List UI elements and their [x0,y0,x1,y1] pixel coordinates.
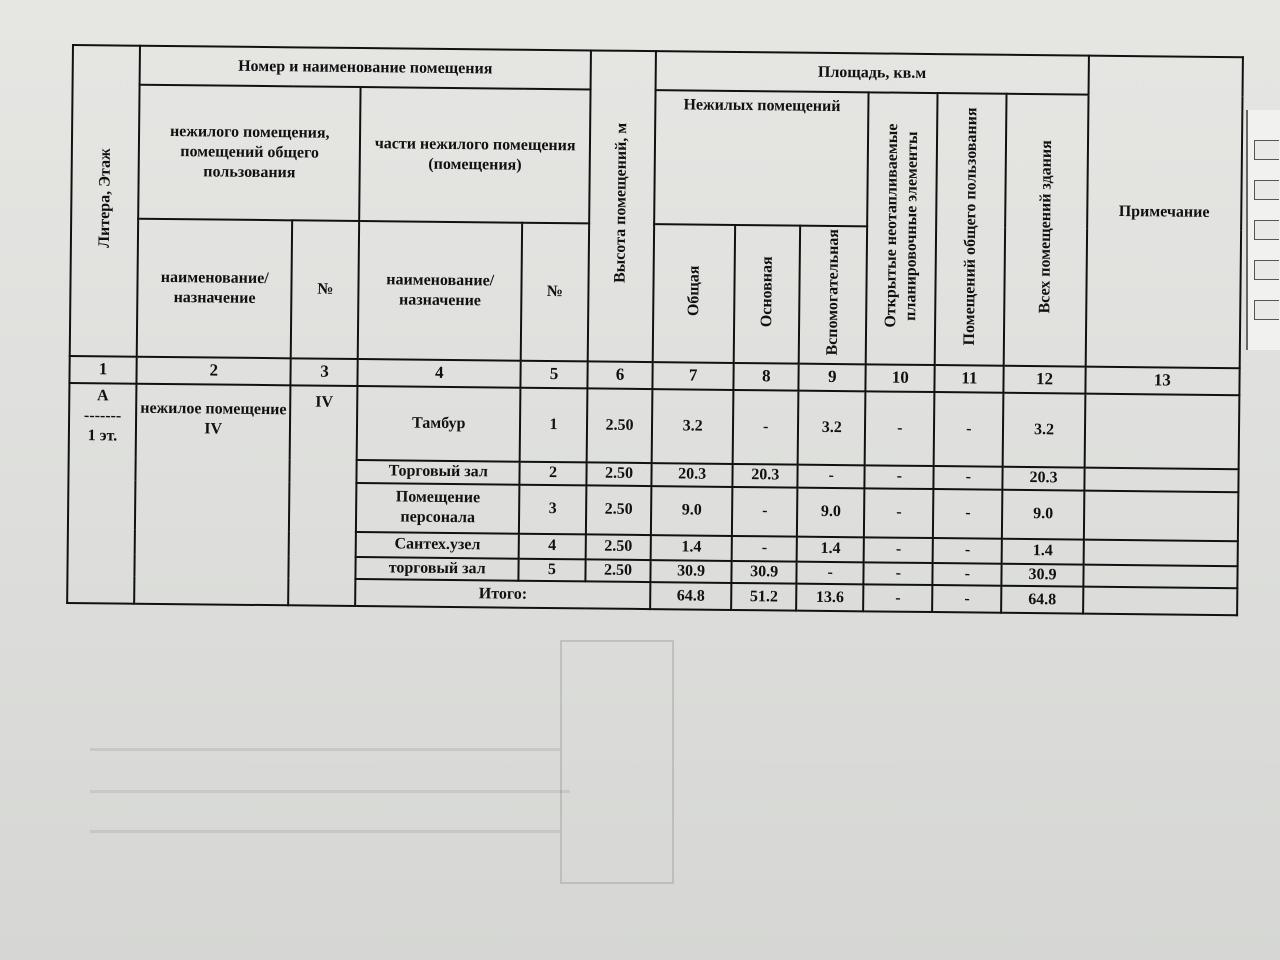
area-all: 9.0 [1002,489,1084,539]
area-common: - [934,466,1003,489]
bleed-through-line [90,790,570,793]
table-row [69,383,1240,469]
header-litera-floor: Литера, Этаж [70,45,140,357]
header-note: Примечание [1085,56,1243,369]
area-main: - [732,486,798,536]
header-total: Общая [653,224,736,363]
area-total: 30.9 [650,560,731,583]
column-number: 9 [799,364,866,391]
column-number: 8 [734,363,799,390]
note [1083,539,1238,565]
note [1083,564,1238,588]
room-name: Помещение персонала [356,483,519,534]
header-height: Высота помещений, м [588,50,656,362]
area-aux: 9.0 [797,487,865,537]
totals-area-total: 64.8 [650,582,732,610]
column-number: 5 [520,361,587,388]
header-area: Площадь, кв.м [656,51,1089,95]
area-total: 3.2 [652,389,734,464]
room-height: 2.50 [587,388,653,463]
area-common: - [933,563,1002,586]
room-name: Тамбур [357,386,520,462]
room-number: 5 [518,558,585,581]
area-all: 30.9 [1002,563,1083,586]
area-all: 3.2 [1003,393,1085,468]
totals-area-main: 51.2 [731,583,796,611]
header-num-a: № [291,220,359,359]
room-height: 2.50 [586,485,652,535]
room-name: торговый зал [356,557,519,581]
totals-label: Итого: [356,579,651,609]
area-common: - [934,392,1004,467]
header-open-elements: Открытые неотапливаемые планировочные элементы [866,92,938,365]
area-aux: - [798,465,865,488]
area-aux: 3.2 [798,390,866,465]
litera: А [96,387,109,405]
note [1084,468,1239,492]
area-main: 30.9 [732,560,797,583]
totals-area-all: 64.8 [1001,586,1083,614]
litera-floor-cell [67,383,136,604]
bleed-through-line [90,830,560,833]
column-number: 3 [291,358,358,385]
area-all: 1.4 [1002,539,1084,565]
area-open: - [865,465,934,488]
area-all: 20.3 [1003,467,1084,490]
room-number: 4 [519,534,586,559]
area-open: - [864,537,933,562]
header-nonresidential-premise: нежилого помещения, помещений общего пользования [138,85,361,221]
bleed-through-line [90,748,560,751]
header-premise-parts: части нежилого помещения (помещения) [360,87,591,223]
column-number: 12 [1004,366,1086,394]
column-number: 13 [1085,367,1240,395]
area-aux: 1.4 [797,536,864,561]
premises-explication-table [66,44,1244,616]
area-total: 20.3 [651,463,732,486]
header-name-purpose-a: наименование/ назначение [137,218,293,358]
area-open: - [865,391,935,466]
totals-area-common: - [932,585,1001,613]
area-common: - [933,538,1002,563]
room-height: 2.50 [585,559,650,582]
area-open: - [864,562,933,585]
header-premise-group: Номер и наименование помещения [140,46,591,90]
totals-area-open: - [863,584,932,612]
column-number: 10 [866,364,935,391]
floor: 1 эт. [87,427,118,445]
room-name: Торговый зал [357,460,520,484]
room-number: 1 [520,388,588,463]
header-main: Основная [734,225,800,364]
area-total: 1.4 [651,535,733,561]
note [1083,490,1238,541]
area-main: - [733,390,799,465]
premise-name: нежилое помещение IV [134,384,291,606]
column-number: 2 [136,357,291,385]
litera-separator: ------- [83,406,122,425]
column-number: 7 [652,362,734,390]
area-main: 20.3 [733,464,798,487]
header-aux: Вспомогательная [799,225,867,364]
column-number: 1 [69,356,136,383]
room-name: Сантех.узел [356,532,519,558]
bleed-through-shape [560,640,674,884]
area-common: - [933,489,1003,539]
column-number: 11 [935,365,1004,392]
column-number: 4 [358,359,521,387]
room-height: 2.50 [586,462,651,485]
adjacent-sheet-edge [1246,110,1280,350]
room-height: 2.50 [586,534,651,559]
header-name-purpose-b: наименование/ назначение [358,221,522,361]
area-open: - [864,488,934,538]
totals-area-aux: 13.6 [796,584,863,612]
header-nonresidential-area: Нежилых помещений [654,90,869,226]
header-num-b: № [521,223,589,362]
totals-note [1083,587,1238,615]
header-common-use: Помещений общего пользования [935,93,1007,366]
column-number: 6 [587,362,652,389]
area-main: - [732,536,797,561]
room-number: 2 [519,462,586,485]
area-aux: - [797,561,864,584]
note [1084,393,1239,469]
premise-number: IV [289,385,358,606]
header-all-building: Всех помещений здания [1004,94,1088,367]
room-number: 3 [519,484,587,534]
area-total: 9.0 [651,486,733,536]
